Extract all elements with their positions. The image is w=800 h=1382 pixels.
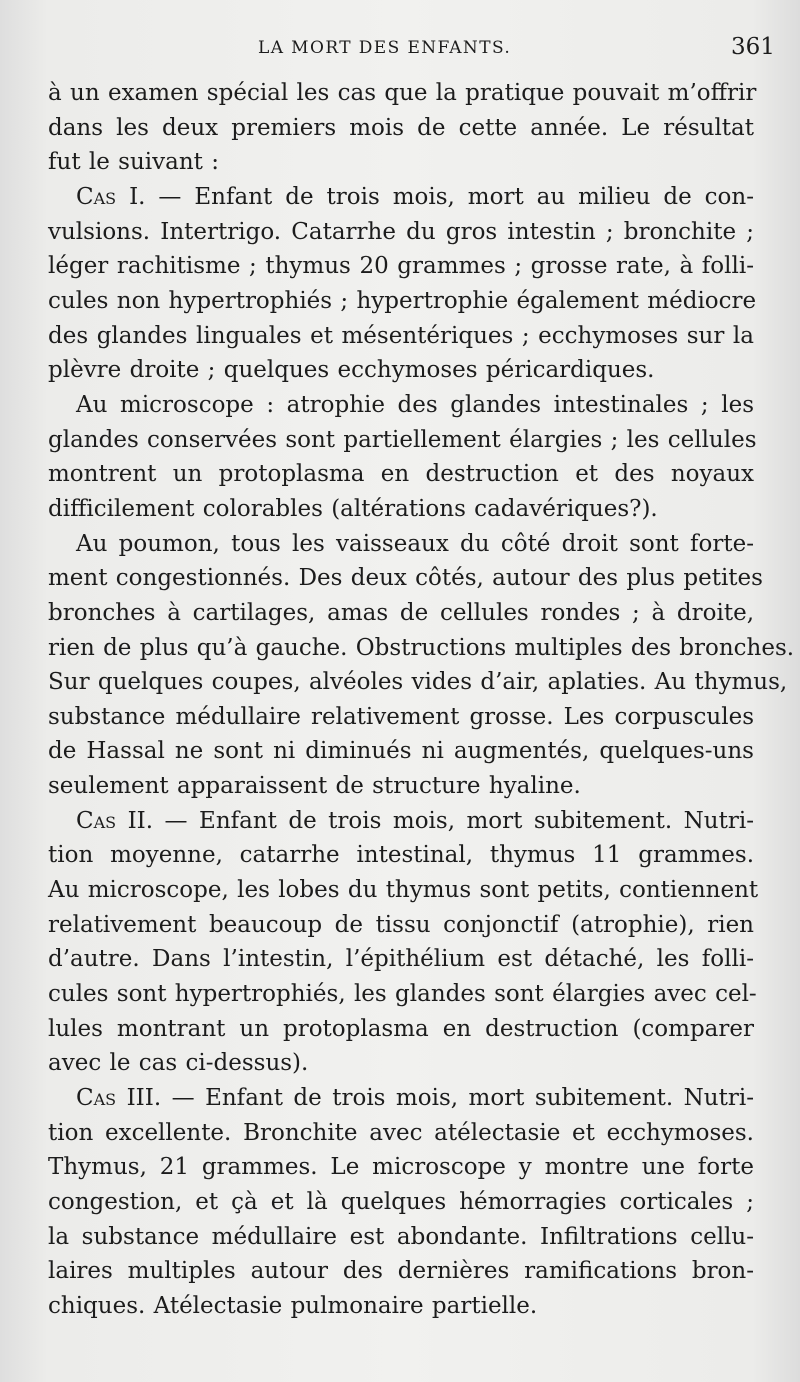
line-text: — Enfant de trois mois, mort subitement. Nutri- [153,807,754,834]
text-line [48,457,754,492]
line-text: dans les deux premiers mois de cette année. Le résultat [48,114,754,141]
line-text: — Enfant de trois mois, mort subitement. Nutri- [161,1085,754,1112]
case-label: Cas III. [76,1085,162,1112]
line-text: — Enfant de trois mois, mort au milieu de con- [145,183,754,210]
text-line [48,353,754,388]
text-line [48,1012,754,1047]
line-text: plèvre droite ; quelques ecchymoses péricardiques. [48,357,655,384]
line-text: rien de plus qu’à gauche. Obstructions multiples des bronches. [48,634,795,661]
text-line [48,804,754,839]
text-line [48,1220,754,1255]
line-text: de Hassal ne sont ni diminués ni augmentés, quelques-uns [48,738,754,765]
text-line [48,527,754,562]
line-text: cules sont hypertrophiés, les glandes sont élargies avec cel- [48,981,757,1008]
text-line [48,1254,754,1289]
line-text: glandes conservées sont partiellement élargies ; les cellules [48,426,757,453]
line-text: Thymus, 21 grammes. Le microscope y montre une forte [48,1154,754,1181]
line-text: la substance médullaire est abondante. Infiltrations cellu- [48,1223,754,1250]
line-text: Au microscope : atrophie des glandes intestinales ; les [76,391,754,418]
page-number: 361 [731,34,775,60]
case-label: Cas II. [76,807,154,834]
text-line [48,249,754,284]
text-line [48,665,788,700]
text-line [48,596,754,631]
line-text: lules montrant un protoplasma en destruction (comparer [48,1015,754,1042]
running-head: LA MORT DES ENFANTS. [258,38,512,58]
line-text: congestion, et çà et là quelques hémorragies corticales ; [48,1189,754,1215]
text-line [48,873,759,908]
line-text: vulsions. Intertrigo. Catarrhe du gros intestin ; bronchite ; [48,218,754,245]
text-line [48,76,757,111]
line-text: d’autre. Dans l’intestin, l’épithélium est détaché, les folli- [48,946,754,973]
text-line [48,111,754,146]
line-text: cules non hypertrophiés ; hypertrophie également médiocre [48,287,757,314]
line-text: fut le suivant : [48,149,219,176]
text-line [48,492,754,527]
line-text: Au poumon, tous les vaisseaux du côté droit sont forte- [76,530,754,557]
text-line [48,180,754,215]
text-line [48,631,795,666]
text-line [48,1289,754,1324]
text-line [48,838,754,873]
line-text: relativement beaucoup de tissu conjonctif (atrophie), rien [48,911,754,938]
line-text: Au microscope, les lobes du thymus sont petits, contiennent [48,877,759,904]
line-text: Sur quelques coupes, alvéoles vides d’air, aplaties. Au thymus, [48,669,788,696]
text-line [48,942,754,977]
body-text [48,76,795,1324]
text-line [48,145,754,180]
line-text: chiques. Atélectasie pulmonaire partielle. [48,1292,538,1319]
line-text: avec le cas ci-dessus). [48,1050,309,1077]
text-line [48,977,757,1012]
text-line [48,423,757,458]
text-line [48,215,754,250]
text-line [48,388,754,423]
text-line [48,734,754,769]
line-text: léger rachitisme ; thymus 20 grammes ; grosse rate, à folli- [48,253,754,280]
text-line [48,1185,754,1220]
text-line [48,561,763,596]
text-line [48,1081,754,1116]
line-text: laires multiples autour des dernières ramifications bron- [48,1258,754,1285]
text-line [48,700,754,735]
line-text: à un examen spécial les cas que la pratique pouvait m’offrir [48,80,757,106]
text-line [48,319,754,354]
text-line [48,1150,754,1185]
line-text: seulement apparaissent de structure hyaline. [48,773,581,800]
text-line [48,769,754,804]
text-line [48,908,754,943]
text-line [48,1046,754,1081]
line-text: tion excellente. Bronchite avec atélectasie et ecchymoses. [48,1119,754,1146]
line-text: difficilement colorables (altérations cadavériques?). [48,495,658,522]
line-text: des glandes linguales et mésentériques ; ecchymoses sur la [48,322,754,349]
line-text: montrent un protoplasma en destruction et des noyaux [48,461,754,488]
case-label: Cas I. [76,183,146,210]
text-line [48,284,757,319]
line-text: substance médullaire relativement grosse. Les corpuscules [48,703,754,730]
line-text: ment congestionnés. Des deux côtés, autour des plus petites [48,565,763,592]
text-line [48,1116,754,1151]
line-text: tion moyenne, catarrhe intestinal, thymus 11 grammes. [48,842,754,869]
line-text: bronches à cartilages, amas de cellules rondes ; à droite, [48,599,754,626]
page-header [0,34,800,68]
